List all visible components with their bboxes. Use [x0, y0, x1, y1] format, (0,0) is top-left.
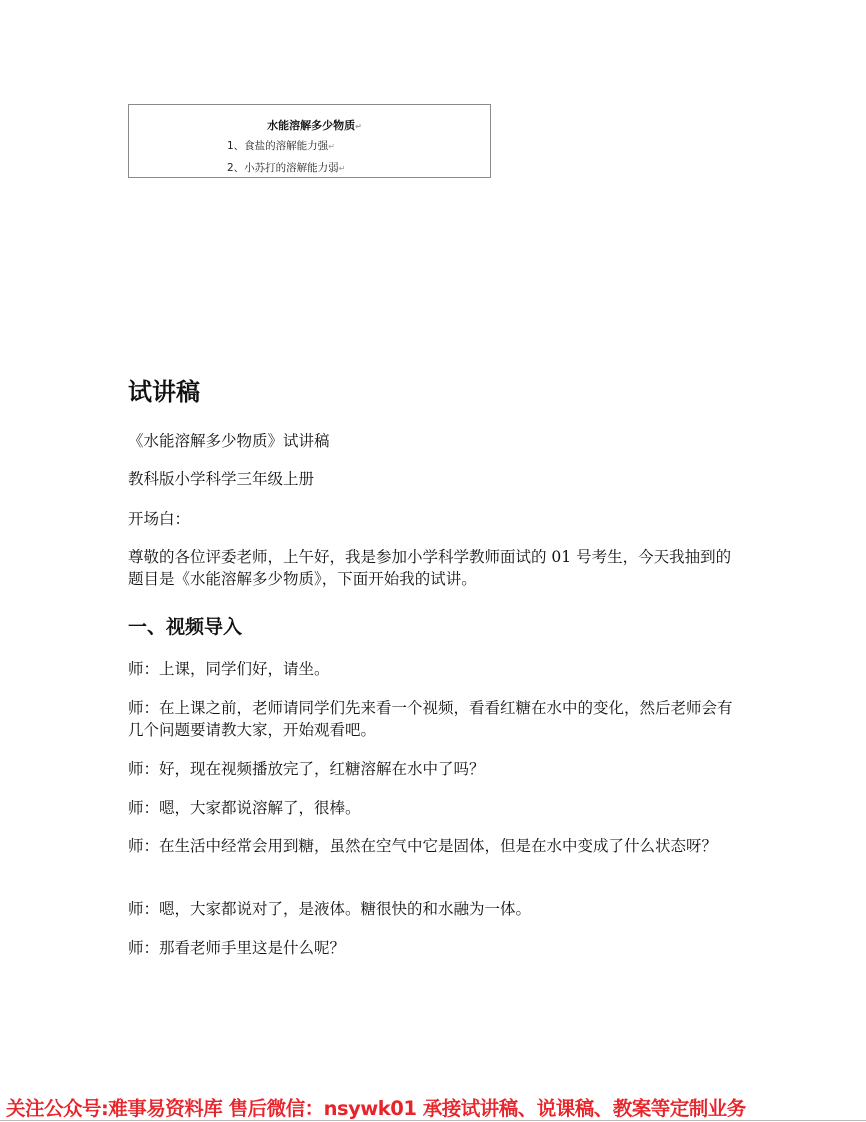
section-title: 一、视频导入: [128, 616, 243, 638]
dialogue-line: 师：上课，同学们好，请坐。: [128, 660, 330, 678]
dialogue-line: 师：嗯，大家都说溶解了，很棒。: [128, 799, 361, 817]
opening-label: 开场白：: [128, 510, 191, 528]
textbook-info: 教科版小学科学三年级上册: [128, 470, 315, 488]
dialogue-line: 师：那看老师手里这是什么呢？: [128, 939, 346, 957]
document-subtitle: 《水能溶解多少物质》试讲稿: [128, 432, 330, 450]
dialogue-line: 师：嗯，大家都说对了，是液体。糖很快的和水融为一体。: [128, 900, 532, 918]
promo-footer: 关注公众号:难事易资料库 售后微信：nsywk01 承接试讲稿、说课稿、教案等定制业务: [6, 1097, 746, 1120]
summary-item: 2、小苏打的溶解能力弱↵: [227, 162, 346, 174]
dialogue-line: 师：在生活中经常会用到糖，虽然在空气中它是固体，但是在水中变成了什么状态呀？: [128, 837, 718, 855]
summary-box-title: 水能溶解多少物质↵: [267, 119, 362, 132]
summary-box: [128, 104, 491, 178]
document-heading: 试讲稿: [128, 378, 200, 406]
footer-divider: [0, 1120, 866, 1121]
summary-item: 1、食盐的溶解能力强↵: [227, 140, 335, 152]
dialogue-line: 师：好，现在视频播放完了，红糖溶解在水中了吗？: [128, 760, 485, 778]
dialogue-line: 师：在上课之前，老师请同学们先来看一个视频，看看红糖在水中的变化，然后老师会有几个问题要请教大家，开始观看吧。: [128, 699, 733, 739]
opening-text: 尊敬的各位评委老师，上午好，我是参加小学科学教师面试的 01 号考生，今天我抽到的题目是《水能溶解多少物质》，下面开始我的试讲。: [128, 548, 732, 588]
